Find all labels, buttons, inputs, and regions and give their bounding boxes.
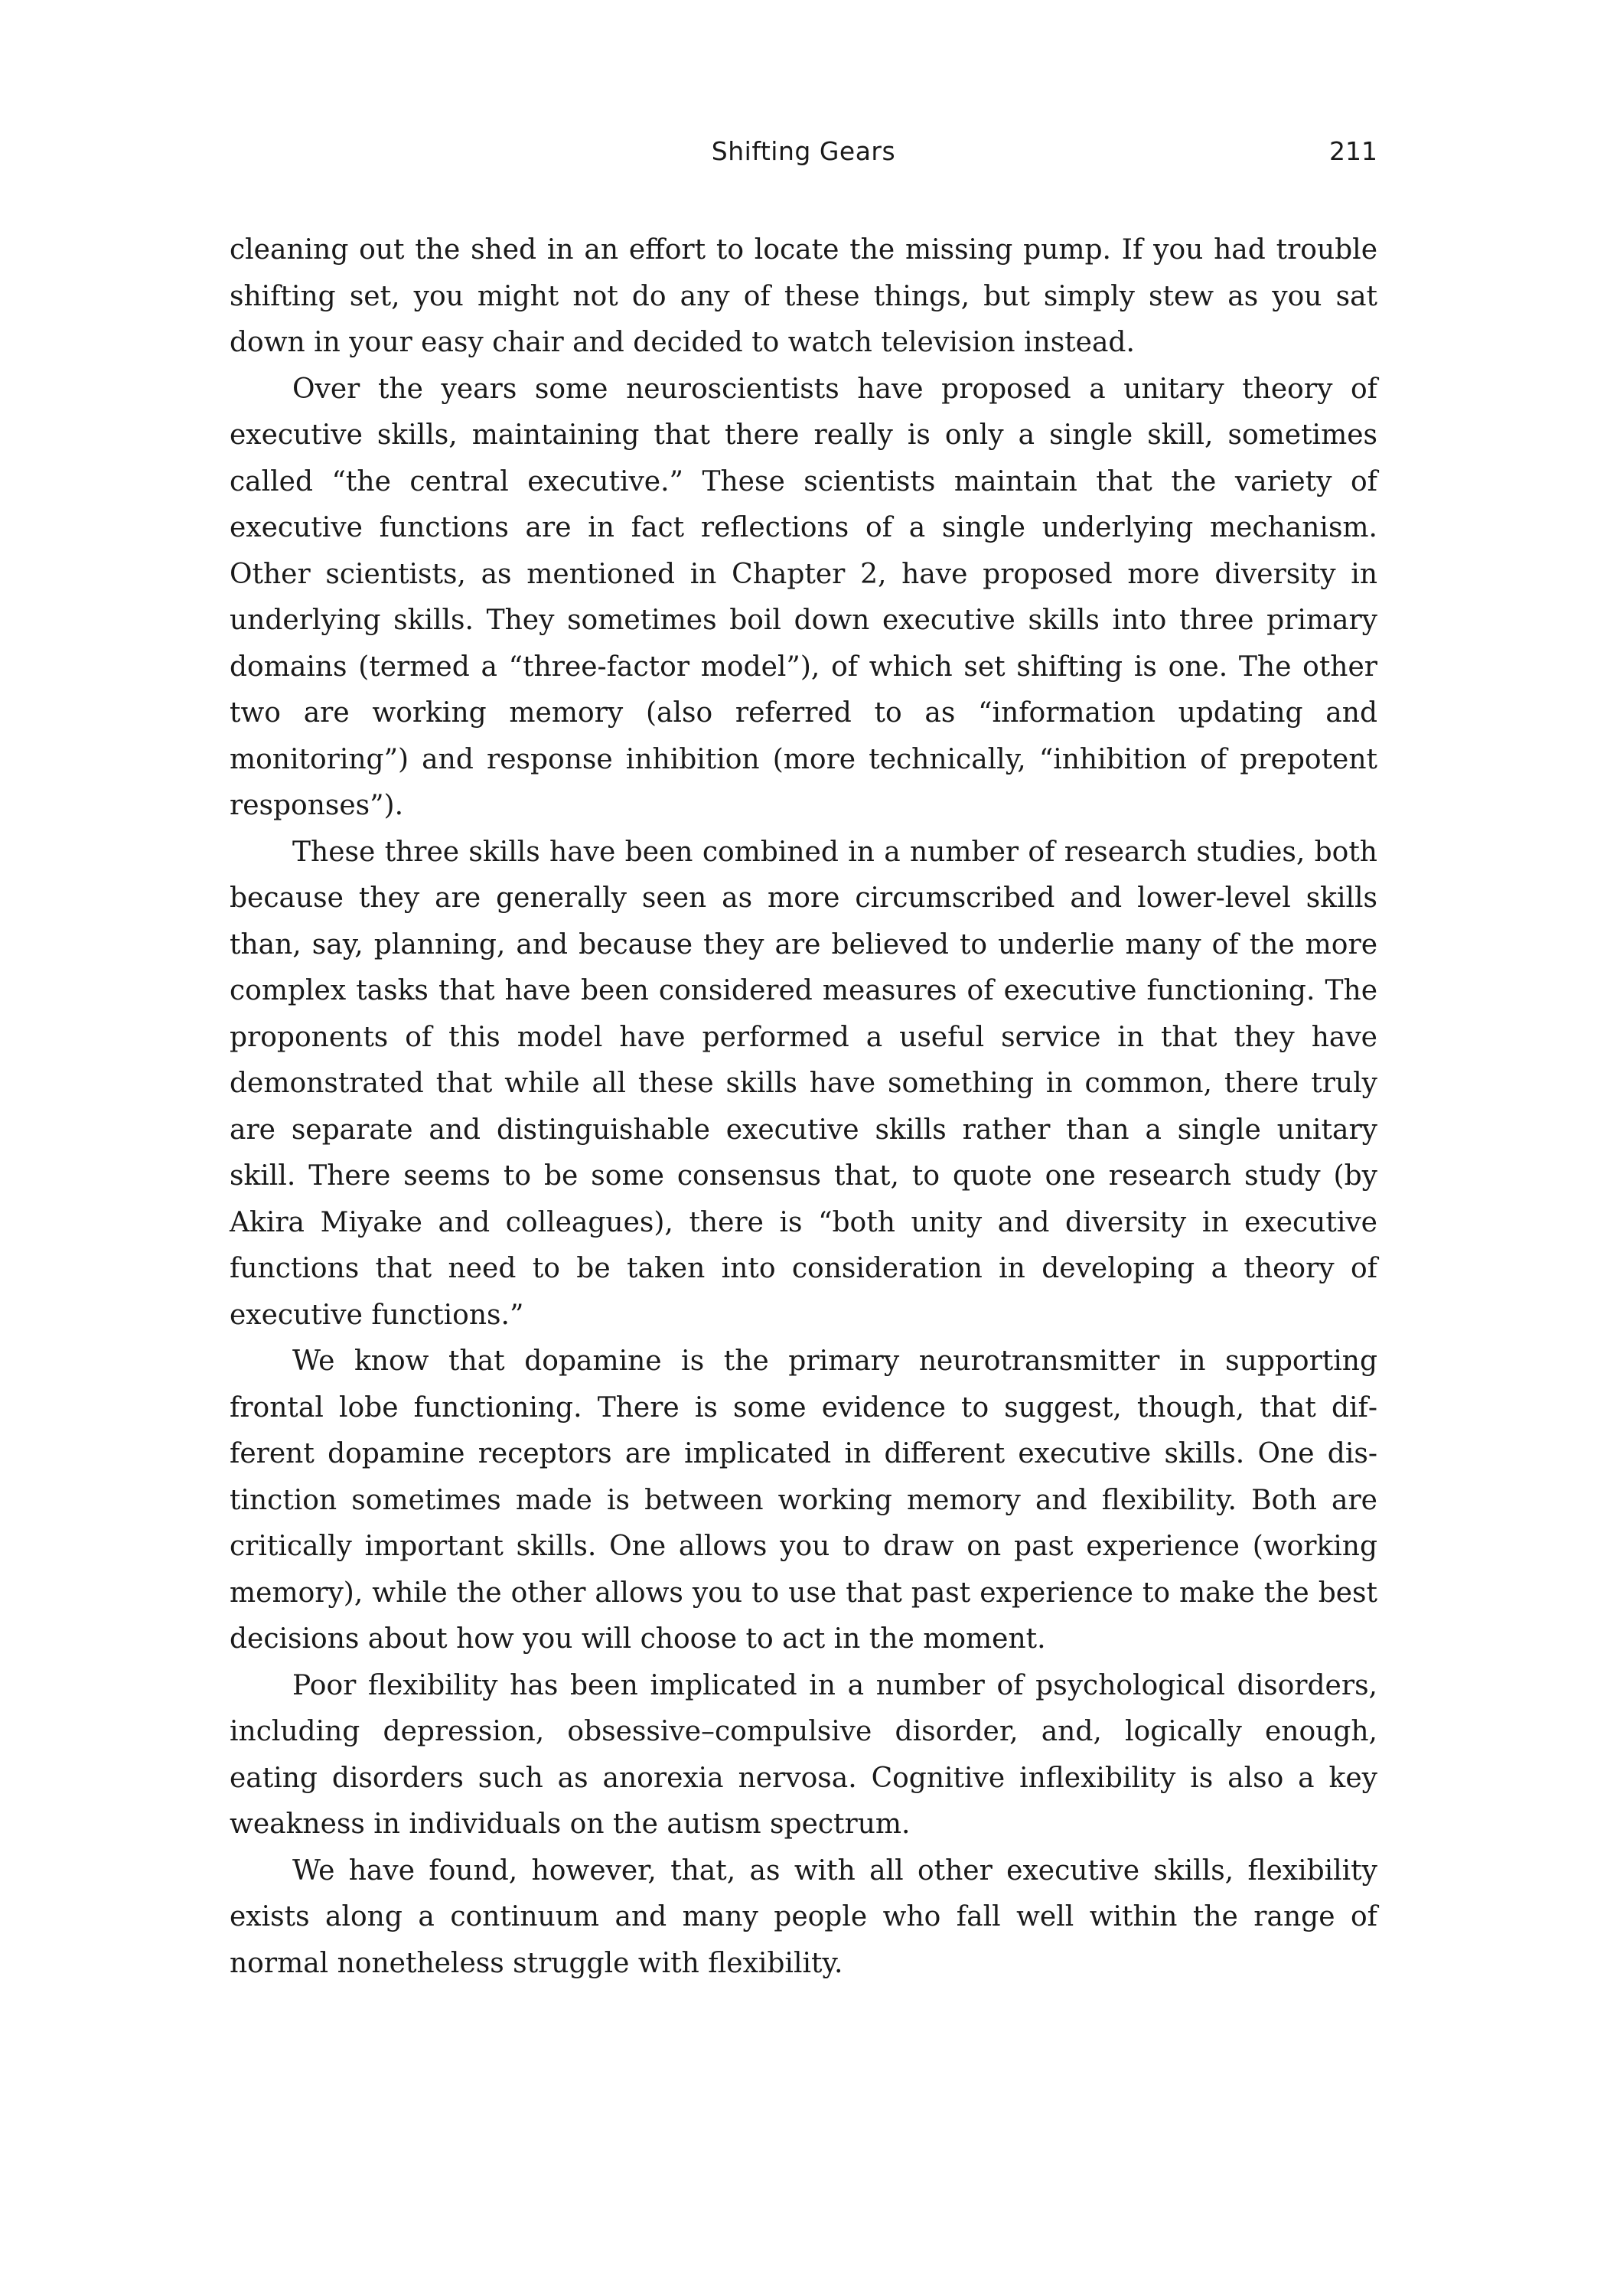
- running-head: [230, 136, 1377, 170]
- body-text: [230, 227, 1377, 1987]
- page-number: 211: [1329, 136, 1377, 166]
- running-title: Shifting Gears: [711, 136, 896, 166]
- paragraph-continuum: We have found, however, that, as with all other executive skills, flexibility exists along a continuum and many people who fall well within the range of normal nonetheless struggle with flexibility.: [230, 1854, 1377, 1979]
- paragraph-unitary-theory: Over the years some neuroscientists have proposed a unitary theory of executive skills, maintaining that there really is only a single skill, sometimes called “the central executive.” These scientists maintain that the variety of executive functions are in fact reflections of a single underlying mechanism. Other scientists, as mentioned in Chapter 2, have proposed more diversity in underlying skills. They sometimes boil down executive skills into three primary domains (termed a “three-factor model”), of which set shifting is one. The other two are working memory (also referred to as “information updating and monitoring”) and response inhibition (more technically, “inhibition of prepotent responses”).: [230, 373, 1377, 821]
- paragraph-dopamine: We know that dopamine is the primary neurotransmitter in supporting frontal lobe functioning. There is some evidence to suggest, though, that different dopamine receptors are implicated in different executive skills. One distinction sometimes made is between working memory and flexibility. Both are critically important skills. One allows you to draw on past experience (working memory), while the other allows you to use that past experience to make the best decisions about how you will choose to act in the moment.: [230, 1345, 1377, 1655]
- paragraph-three-skills: These three skills have been combined in a number of research studies, both because they are generally seen as more circumscribed and lower-level skills than, say, planning, and because they are believed to underlie many of the more complex tasks that have been considered measures of executive functioning. The proponents of this model have performed a useful service in that they have demonstrated that while all these skills have something in common, there truly are separate and distinguishable executive skills rather than a single unitary skill. There seems to be some consensus that, to quote one research study (by Akira Miyake and colleagues), there is “both unity and diversity in executive functions that need to be taken into consideration in developing a theory of executive functions.”: [230, 836, 1377, 1331]
- paragraph-continued: cleaning out the shed in an effort to locate the missing pump. If you had trouble shifting set, you might not do any of these things, but simply stew as you sat down in your easy chair and decided to watch television instead.: [230, 234, 1377, 358]
- paragraph-poor-flexibility: Poor flexibility has been implicated in a number of psychological disorders, including depression, obsessive–compulsive disorder, and, logically enough, eating disorders such as anorexia nervosa. Cognitive inflexibility is also a key weakness in individuals on the autism spectrum.: [230, 1669, 1377, 1840]
